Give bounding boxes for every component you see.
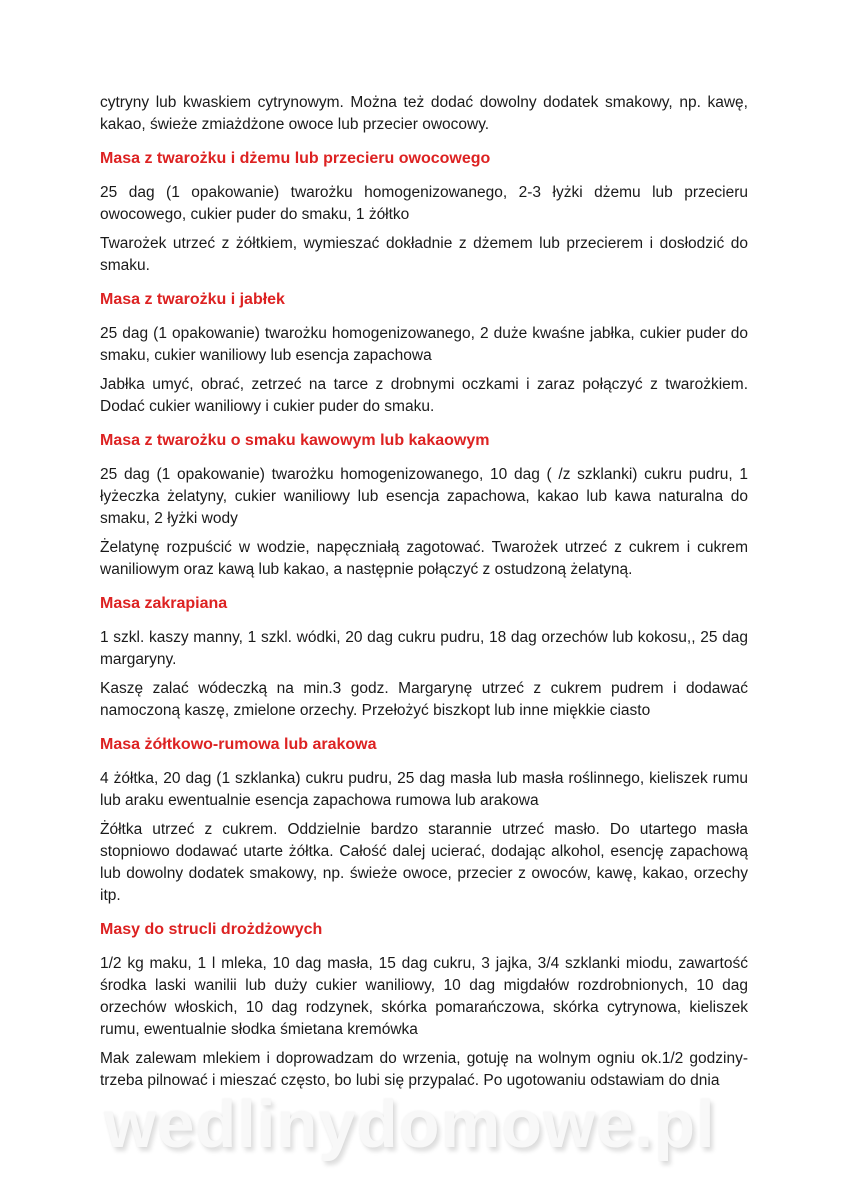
paragraph: 25 dag (1 opakowanie) twarożku homogenizowanego, 10 dag ( /z szklanki) cukru pudru, 1 łyżeczka żelatyny, cukier waniliowy lub esencja zapachowa, kakao lub kawa naturalna do smaku, 2 łyżki wody xyxy=(100,466,748,527)
document-page xyxy=(100,92,748,1099)
paragraph: Żółtka utrzeć z cukrem. Oddzielnie bardzo starannie utrzeć masło. Do utartego masła stopniowo dodawać utarte żółtka. Całość dalej ucierać, dodając alkohol, esencję zapachową lub dowolny dodatek smakowy, np. świeże owoce, przecier z owoców, kawę, kakao, orzechy itp. xyxy=(100,821,748,904)
recipe-heading: Masa z twarożku o smaku kawowym lub kakaowym xyxy=(100,432,490,449)
paragraph: Mak zalewam mlekiem i doprowadzam do wrzenia, gotuję na wolnym ogniu ok.1/2 godziny- trzeba pilnować i mieszać często, bo lubi się przypalać. Po ugotowaniu odstawiam do dnia xyxy=(100,1050,748,1089)
paragraph: Kaszę zalać wódeczką na min.3 godz. Margarynę utrzeć z cukrem pudrem i dodawać namoczoną kaszę, zmielone orzechy. Przełożyć biszkopt lub inne miękkie ciasto xyxy=(100,680,748,719)
paragraph: 1/2 kg maku, 1 l mleka, 10 dag masła, 15 dag cukru, 3 jajka, 3/4 szklanki miodu, zawartość środka laski wanilii lub duży cukier waniliowy, 10 dag migdałów rozdrobnionych, 10 dag orzechów włoskich, 10 dag rodzynek, skórka pomarańczowa, skórka cytrynowa, kieliszek rumu, ewentualnie słodka śmietana kremówka xyxy=(100,955,748,1038)
recipe-heading: Masa żółtkowo-rumowa lub arakowa xyxy=(100,736,377,753)
paragraph: 1 szkl. kaszy manny, 1 szkl. wódki, 20 dag cukru pudru, 18 dag orzechów lub kokosu,, 25 dag margaryny. xyxy=(100,629,748,668)
paragraph: 4 żółtka, 20 dag (1 szklanka) cukru pudru, 25 dag masła lub masła roślinnego, kieliszek rumu lub araku ewentualnie esencja zapachowa rumowa lub arakowa xyxy=(100,770,748,809)
paragraph: cytryny lub kwaskiem cytrynowym. Można też dodać dowolny dodatek smakowy, np. kawę, kakao, świeże zmiażdżone owoce lub przecier owocowy. xyxy=(100,94,748,133)
watermark: wedlinydomowe.pl xyxy=(104,1087,716,1162)
recipe-heading: Masa z twarożku i jabłek xyxy=(100,291,285,308)
recipe-heading: Masy do strucli drożdżowych xyxy=(100,921,323,938)
recipe-heading: Masa z twarożku i dżemu lub przecieru owocowego xyxy=(100,150,491,167)
paragraph: Twarożek utrzeć z żółtkiem, wymieszać dokładnie z dżemem lub przecierem i dosłodzić do smaku. xyxy=(100,235,748,274)
paragraph: Żelatynę rozpuścić w wodzie, napęczniałą zagotować. Twarożek utrzeć z cukrem i cukrem waniliowym oraz kawą lub kakao, a następnie połączyć z ostudzoną żelatyną. xyxy=(100,539,748,578)
paragraph: 25 dag (1 opakowanie) twarożku homogenizowanego, 2 duże kwaśne jabłka, cukier puder do smaku, cukier waniliowy lub esencja zapachowa xyxy=(100,325,748,364)
paragraph: 25 dag (1 opakowanie) twarożku homogenizowanego, 2-3 łyżki dżemu lub przecieru owocowego, cukier puder do smaku, 1 żółtko xyxy=(100,184,748,223)
paragraph: Jabłka umyć, obrać, zetrzeć na tarce z drobnymi oczkami i zaraz połączyć z twarożkiem. Dodać cukier waniliowy i cukier puder do smaku. xyxy=(100,376,748,415)
recipe-heading: Masa zakrapiana xyxy=(100,595,228,612)
